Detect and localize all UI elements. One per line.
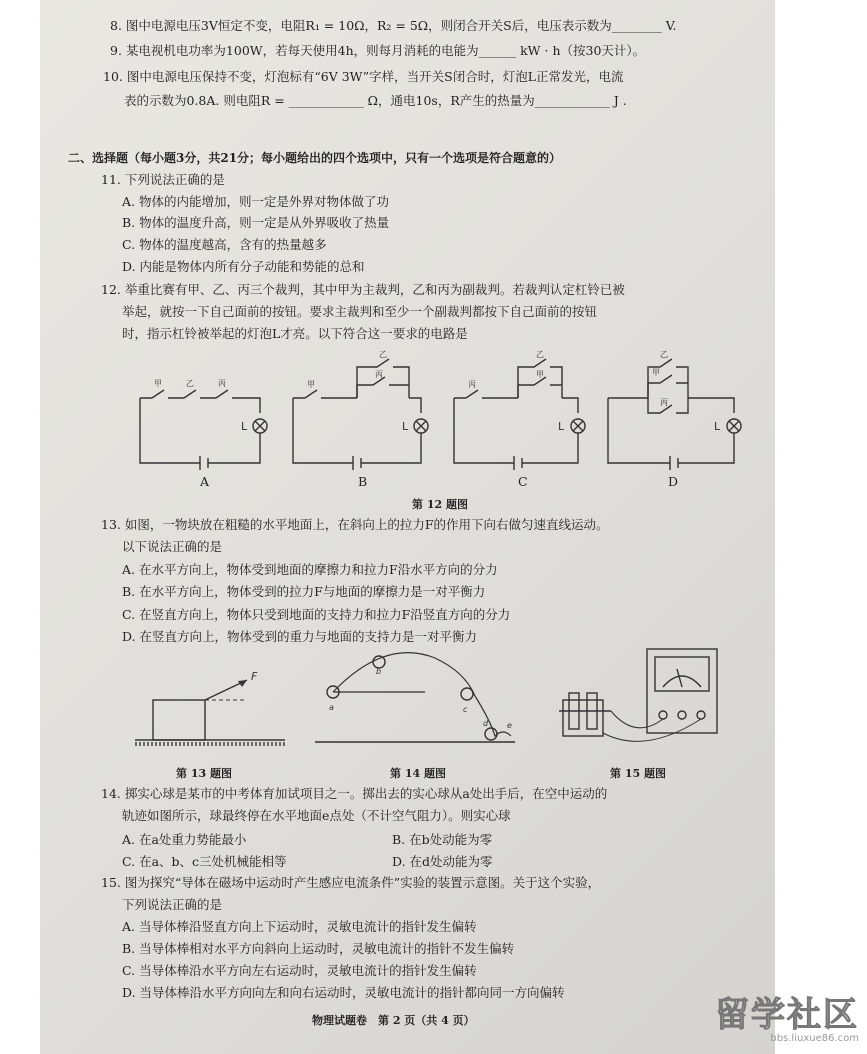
q11-option-a: A. 物体的内能增加，则一定是外界对物体做了功	[122, 194, 389, 209]
q13-option-c: C. 在竖直方向上，物体只受到地面的支持力和拉力F沿竖直方向的分力	[122, 607, 511, 622]
lamp-label: L	[241, 420, 248, 433]
question-12-line3: 时，指示杠铃被举起的灯泡L才亮。以下符合这一要求的电路是	[122, 326, 468, 341]
question-13-line1: 13. 如图，一物块放在粗糙的水平地面上，在斜向上的拉力F的作用下向右做匀速直线运动。	[101, 517, 609, 532]
question-15-line2: 下列说法正确的是	[122, 897, 223, 912]
point-b: b	[376, 667, 382, 676]
figure-12-caption: 第 12 题图	[412, 498, 468, 511]
question-10-cont: 表的示数为0.8A. 则电阻R = ____________ Ω，通电10s，R产生的热量为____________ J .	[124, 93, 627, 108]
circuit-label-d: D	[668, 474, 679, 489]
watermark	[715, 997, 859, 1044]
figure-14-caption: 第 14 题图	[390, 767, 446, 780]
switch-label-bing: 丙	[468, 380, 476, 389]
q14-option-c: C. 在a、b、c三处机械能相等	[122, 854, 287, 869]
q14-option-b: B. 在b处动能为零	[392, 832, 493, 847]
lamp-label: L	[558, 420, 565, 433]
q15-option-d: D. 当导体棒沿水平方向向左和向右运动时，灵敏电流计的指针都向同一方向偏转	[122, 985, 565, 1000]
exam-paper	[40, 0, 775, 1054]
circuit-d	[608, 350, 758, 470]
switch-label-jia: 甲	[652, 368, 660, 377]
q15-option-c: C. 当导体棒沿水平方向左右运动时，灵敏电流计的指针发生偏转	[122, 963, 477, 978]
figure-13	[135, 668, 285, 748]
lamp-label: L	[714, 420, 721, 433]
figure-13-caption: 第 13 题图	[176, 767, 232, 780]
switch-label-yi: 乙	[660, 350, 668, 359]
figure-15	[555, 645, 755, 755]
q15-option-a: A. 当导体棒沿竖直方向上下运动时，灵敏电流计的指针发生偏转	[122, 919, 477, 934]
question-13-line2: 以下说法正确的是	[122, 539, 223, 554]
circuit-a	[140, 378, 280, 468]
figure-14	[315, 648, 515, 748]
page-footer: 物理试题卷 第 2 页（共 4 页）	[312, 1014, 475, 1027]
watermark-text: 留学社区	[715, 995, 859, 1035]
q11-option-b: B. 物体的温度升高，则一定是从外界吸收了热量	[122, 215, 390, 230]
q13-option-b: B. 在水平方向上，物体受到的拉力F与地面的摩擦力是一对平衡力	[122, 584, 486, 599]
question-12-line1: 12. 举重比赛有甲、乙、丙三个裁判，其中甲为主裁判，乙和丙为副裁判。若裁判认定杠铃已被	[101, 282, 625, 297]
question-14-line1: 14. 掷实心球是某市的中考体育加试项目之一。掷出去的实心球从a处出手后，在空中运动的	[101, 786, 608, 801]
question-11-stem: 11. 下列说法正确的是	[101, 172, 225, 187]
switch-label-jia: 甲	[536, 370, 544, 379]
point-a: a	[329, 703, 334, 712]
circuit-label-b: B	[358, 474, 368, 489]
switch-label-yi: 乙	[186, 379, 194, 388]
switch-label-jia: 甲	[154, 379, 162, 388]
q15-option-b: B. 当导体棒相对水平方向斜向上运动时，灵敏电流计的指针不发生偏转	[122, 941, 515, 956]
point-c: c	[463, 705, 468, 714]
switch-label-jia: 甲	[307, 380, 315, 389]
force-label: F	[251, 670, 258, 683]
switch-label-bing: 丙	[218, 379, 226, 388]
circuit-label-c: C	[518, 474, 528, 489]
switch-label-bing: 丙	[375, 370, 383, 379]
q14-option-a: A. 在a处重力势能最小	[122, 832, 247, 847]
question-14-line2: 轨迹如图所示，球最终停在水平地面e点处（不计空气阻力）。则实心球	[122, 808, 511, 823]
switch-label-yi: 乙	[536, 350, 544, 359]
point-d: d	[483, 719, 489, 728]
q11-option-c: C. 物体的温度越高，含有的热量越多	[122, 237, 327, 252]
question-9: 9. 某电视机电功率为100W，若每天使用4h，则每月消耗的电能为______ kW · h（按30天计）。	[110, 43, 646, 58]
figure-15-caption: 第 15 题图	[610, 767, 666, 780]
section-2-title: 二、选择题（每小题3分，共21分；每小题给出的四个选项中，只有一个选项是符合题意的）	[68, 151, 562, 165]
watermark-url: bbs.liuxue86.com	[770, 1033, 859, 1044]
switch-label-bing: 丙	[660, 398, 668, 407]
lamp-label: L	[402, 420, 409, 433]
q13-option-d: D. 在竖直方向上，物体受到的重力与地面的支持力是一对平衡力	[122, 629, 478, 644]
question-15-line1: 15. 图为探究“导体在磁场中运动时产生感应电流条件”实验的装置示意图。关于这个实验，	[101, 875, 601, 890]
question-8: 8. 图中电源电压3V恒定不变，电阻R₁ = 10Ω，R₂ = 5Ω，则闭合开关S后，电压表示数为________ V.	[110, 18, 677, 33]
circuit-b	[293, 350, 443, 470]
q14-option-d: D. 在d处动能为零	[392, 854, 493, 869]
circuit-c	[454, 350, 604, 470]
switch-label-yi: 乙	[379, 350, 387, 359]
circuit-label-a: A	[200, 474, 210, 489]
q13-option-a: A. 在水平方向上，物体受到地面的摩擦力和拉力F沿水平方向的分力	[122, 562, 498, 577]
question-12-line2: 举起，就按一下自己面前的按钮。要求主裁判和至少一个副裁判都按下自己面前的按钮	[122, 304, 598, 319]
question-10: 10. 图中电源电压保持不变，灯泡标有“6V 3W”字样，当开关S闭合时，灯泡L正常发光，电流	[103, 69, 624, 84]
q11-option-d: D. 内能是物体内所有分子动能和势能的总和	[122, 259, 365, 274]
point-e: e	[507, 721, 512, 730]
